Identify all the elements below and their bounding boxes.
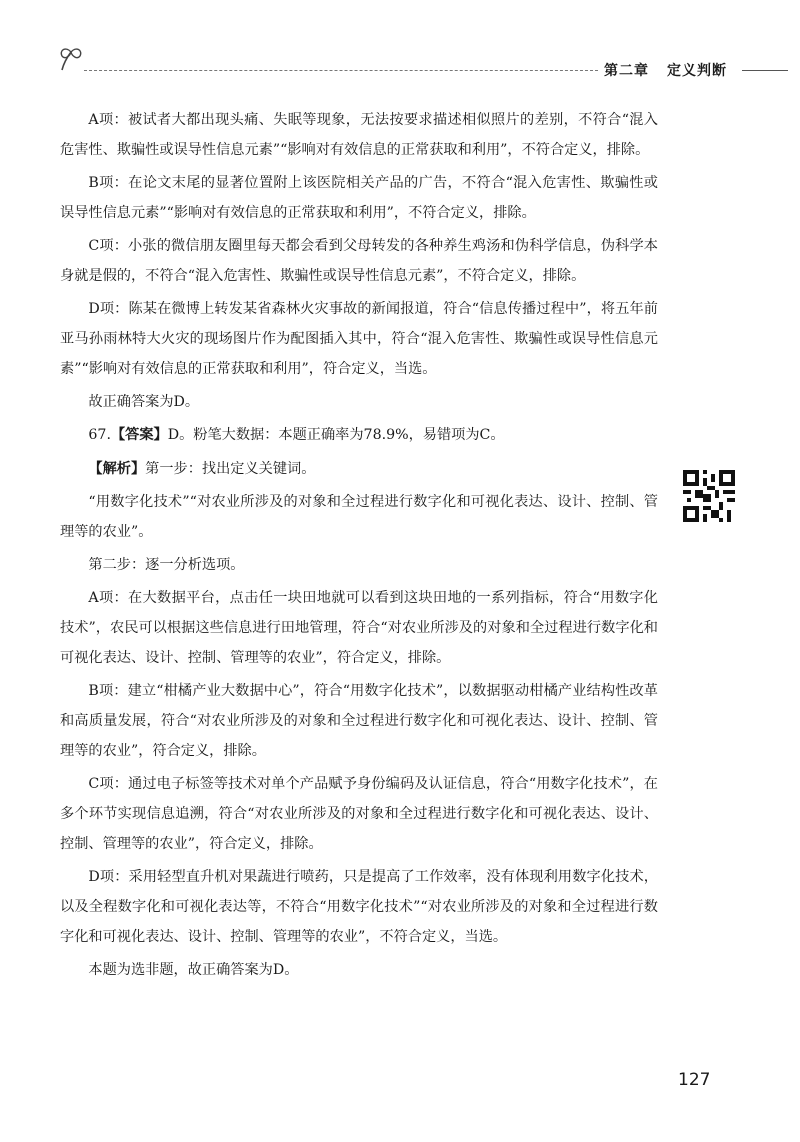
header-rule-right [742,70,788,71]
paragraph-option-c-q66: C项：小张的微信朋友圈里每天都会看到父母转发的各种养生鸡汤和伪科学信息，伪科学本身就是假的，不符合“混入危害性、欺骗性或误导性信息元素”，不符合定义，排除。 [60,238,658,284]
definition-keywords: “用数字化技术”“对农业所涉及的对象和全过程进行数字化和可视化表达、设计、控制、管理等的农业”。 [60,494,658,540]
page-body [60,106,658,989]
paragraph-option-b-q66: B项：在论文末尾的显著位置附上该医院相关产品的广告，不符合“混入危害性、欺骗性或误导性信息元素”“影响对有效信息的正常获取和利用”，不符合定义，排除。 [60,175,658,221]
answer-bracket: 【答案】 [110,427,168,444]
paragraph-option-b-q67: B项：建立“柑橘产业大数据中心”，符合“用数字化技术”，以数据驱动柑橘产业结构性改革和高质量发展，符合“对农业所涉及的对象和全过程进行数字化和可视化表达、设计、控制、管理等的农业”，符合定义，排除。 [60,683,658,759]
paragraph-option-a-q67: A项：在大数据平台，点击任一块田地就可以看到这块田地的一系列指标，符合“用数字化技术”，农民可以根据这些信息进行田地管理，符合“对农业所涉及的对象和全过程进行数字化和可视化表达、设计、控制、管理等的农业”，符合定义，排除。 [60,590,658,667]
answer-text: D。粉笔大数据：本题正确率为78.9%，易错项为C。 [167,427,505,444]
analysis-text: 第一步：找出定义关键词。 [145,460,316,477]
answer-line-q67 [60,421,658,451]
analysis-bracket: 【解析】 [88,460,146,477]
answer-statement-q66: 故正确答案为D。 [88,394,200,411]
chapter-label: 第二章 [604,63,649,79]
step-two: 第二步：逐一分析选项。 [88,557,245,574]
qr-code-icon [683,470,735,522]
paragraph-option-a-q66: A项：被试者大都出现头痛、失眠等现象，无法按要求描述相似照片的差别，不符合“混入危害性、欺骗性或误导性信息元素”“影响对有效信息的正常获取和利用”，不符合定义，排除。 [60,112,658,158]
paragraph-option-d-q66: D项：陈某在微博上转发某省森林火灾事故的新闻报道，符合“信息传播过程中”，将五年前亚马孙雨林特大火灾的现场图片作为配图插入其中，符合“混入危害性、欺骗性或误导性信息元素”“影响对有效信息的正常获取和利用”，符合定义，当选。 [60,301,658,377]
page-number: 127 [678,1070,711,1090]
analysis-line-q67 [60,455,658,485]
section-title: 定义判断 [667,63,727,79]
header-rule-left [84,70,598,71]
question-number: 67. [88,427,111,444]
answer-statement-q67: 本题为选非题，故正确答案为D。 [88,962,299,979]
leaf-icon [56,44,86,74]
page-header [0,0,800,90]
paragraph-option-d-q67: D项：采用轻型直升机对果蔬进行喷药，只是提高了工作效率，没有体现利用数字化技术，以及全程数字化和可视化表达等，不符合“用数字化技术”“对农业所涉及的对象和全过程进行数字化和可视化表达、设计、控制、管理等的农业”，不符合定义，当选。 [60,869,658,945]
paragraph-option-c-q67: C项：通过电子标签等技术对单个产品赋予身份编码及认证信息，符合“用数字化技术”，在多个环节实现信息追溯，符合“对农业所涉及的对象和全过程进行数字化和可视化表达、设计、控制、管理等的农业”，符合定义，排除。 [60,776,658,852]
